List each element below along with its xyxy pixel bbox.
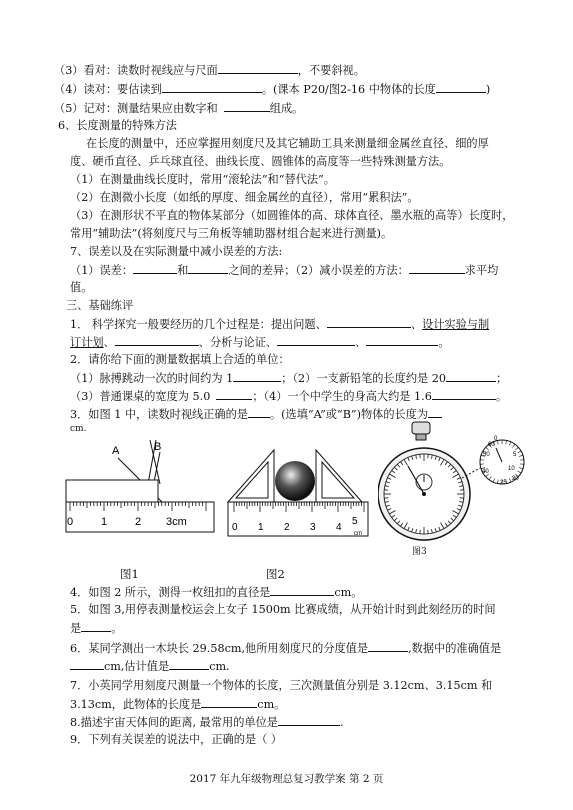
blank[interactable] <box>70 658 104 670</box>
figure-2-caption: 图2 <box>266 567 285 581</box>
button-ball <box>275 461 315 501</box>
question-7: 7．小英同学用刻度尺测量一个物体的长度，三次测量值分别是 3.12cm、3.15cm 和 <box>70 679 493 692</box>
question-3-unit: cm. <box>70 424 87 434</box>
paragraph-line: （2）在测微小长度（如纸的厚度、细金属丝的直径），常用“累积法”。 <box>70 191 419 204</box>
question-2-part1: （1）脉搏跳动一次的时间约为 1 ；（2）一支新铅笔的长度约是 20 ； <box>70 372 508 385</box>
paragraph-line: 常用“辅助法”(将刻度尺与三角板等辅助器材组合起来进行测量)。 <box>70 227 393 240</box>
blank[interactable] <box>201 696 257 708</box>
paragraph-line: （1）在测量曲线长度时，常用“滚轮法”和“替代法”。 <box>70 173 335 186</box>
line-read-correct: （3）看对：读数时视线应与尺面 ，不要斜视。 <box>54 64 365 77</box>
blank[interactable] <box>432 388 496 400</box>
blank[interactable] <box>368 640 408 652</box>
question-6: 6．某同学测出一木块长 29.58cm,他所用刻度尺的分度值是 ,数据中的准确值是 <box>70 642 502 655</box>
figure-1-ruler <box>62 432 230 537</box>
blank[interactable] <box>366 334 438 346</box>
dial-label-20: 20 <box>512 476 519 482</box>
figure-3-caption: 图3 <box>412 547 427 557</box>
blank[interactable] <box>446 370 496 382</box>
paragraph-line: 度、硬币直径、乒乓球直径、曲线长度、圆锥体的高度等一些特殊测量方法。 <box>70 155 451 168</box>
question-2: 2．请你给下面的测量数据填上合适的单位： <box>70 353 290 366</box>
paragraph-line: 在长度的测量中，还应掌握用刻度尺及其它辅助工具来测量细金属丝直径、细的厚 <box>86 137 489 150</box>
page-footer: 2017 年九年级物理总复习教学案 第 2 页 <box>189 773 384 785</box>
tick-label-2: 2 <box>135 516 142 528</box>
tick-label-1: 1 <box>101 516 108 528</box>
tick-label-5: 5 <box>352 516 358 527</box>
question-9: 9．下列有关误差的说法中，正确的是（ ） <box>70 733 283 746</box>
blank[interactable] <box>218 62 298 74</box>
blank[interactable] <box>277 334 355 346</box>
blank[interactable] <box>188 262 228 274</box>
tick-label-4: 4 <box>336 522 342 533</box>
blank[interactable] <box>270 584 334 596</box>
section-heading-7: 7、误差以及在实际测量中减小误差的方法: <box>70 245 283 258</box>
question-2-part2: （3）普通课桌的宽度为 5.0 ；（4）一个中学生的身高大约是 1.6 。 <box>70 390 508 403</box>
tick-label-0: 0 <box>232 522 238 533</box>
question-8: 8.描述宇宙天体间的距离, 最常用的单位是 . <box>70 716 344 729</box>
blank[interactable] <box>428 406 442 418</box>
unit-label: cm <box>354 531 362 537</box>
section-heading-3: 三、基础练评 <box>66 299 134 312</box>
section-heading-6: 6、长度测量的特殊方法 <box>58 119 177 132</box>
dial-label-50: 50 <box>483 452 490 458</box>
question-7-cont: 3.13cm，此物体的长度是 cm。 <box>70 698 286 711</box>
blank[interactable] <box>162 81 262 93</box>
question-6-cont: cm,估计值是 cm. <box>70 658 230 674</box>
blank[interactable] <box>248 406 270 418</box>
dial-label-25: 25 <box>500 480 507 486</box>
blank[interactable] <box>327 316 411 328</box>
blank[interactable] <box>278 714 340 726</box>
blank[interactable] <box>224 100 270 112</box>
paragraph-line: （3）在测形状不平直的物体某部分（如圆锥体的高、球体直径、墨水瓶的高等）长度时， <box>70 209 514 222</box>
question-1: 1． 科学探究一般要经历的几个过程是：提出问题、 、设计实验与制 <box>70 318 490 331</box>
blank[interactable] <box>115 334 199 346</box>
dial-label-5: 5 <box>513 452 517 458</box>
tick-label-3cm: 3cm <box>166 516 187 528</box>
dial-label-40: 40 <box>482 469 489 475</box>
tick-label-3: 3 <box>310 522 316 533</box>
tick-label-2: 2 <box>284 522 290 533</box>
question-3: 3．如图 1 中，读数时视线正确的是 。(选填“A”或“B”)物体的长度为 <box>70 406 442 422</box>
blank[interactable] <box>409 262 465 274</box>
question-4: 4．如图 2 所示，测得一枚纽扣的直径是 cm。 <box>70 586 363 599</box>
figure-3-stopwatch <box>378 418 528 566</box>
line-estimate: （4）读对：要估读到 。(课本 P20/图2-16 中物体的长度 ) <box>54 83 491 96</box>
figure-1-caption: 图1 <box>120 567 139 581</box>
blank[interactable] <box>81 620 111 632</box>
dial-label-0: 0 <box>494 436 498 442</box>
dial-label-60: 60 <box>488 442 495 448</box>
blank[interactable] <box>233 370 281 382</box>
blank[interactable] <box>169 658 209 670</box>
paragraph-line: 值。 <box>70 281 93 294</box>
tick-label-0: 0 <box>67 516 74 528</box>
viewpoint-a-label: A <box>112 445 120 457</box>
question-1-cont: 订计划、 、分析与论证、 、 。 <box>70 336 450 349</box>
blank[interactable] <box>216 388 252 400</box>
viewpoint-b-label: B <box>154 441 162 453</box>
tick-label-1: 1 <box>258 522 264 533</box>
question-5: 5．如图 3,用停表测量校运会上女子 1500m 比赛成绩，从开始计时到此刻经历的时间 <box>70 603 496 616</box>
dial-label-10: 10 <box>508 466 515 472</box>
question-5-cont: 是 。 <box>70 622 123 635</box>
figure-2-button-measure <box>222 440 372 540</box>
blank[interactable] <box>436 81 486 93</box>
line-record: （5）记对：测量结果应由数字和 组成。 <box>54 102 304 115</box>
blank[interactable] <box>133 262 177 274</box>
line-error: （1）误差： 和 之间的差异；（2）减小误差的方法： 求平均 <box>70 264 499 277</box>
